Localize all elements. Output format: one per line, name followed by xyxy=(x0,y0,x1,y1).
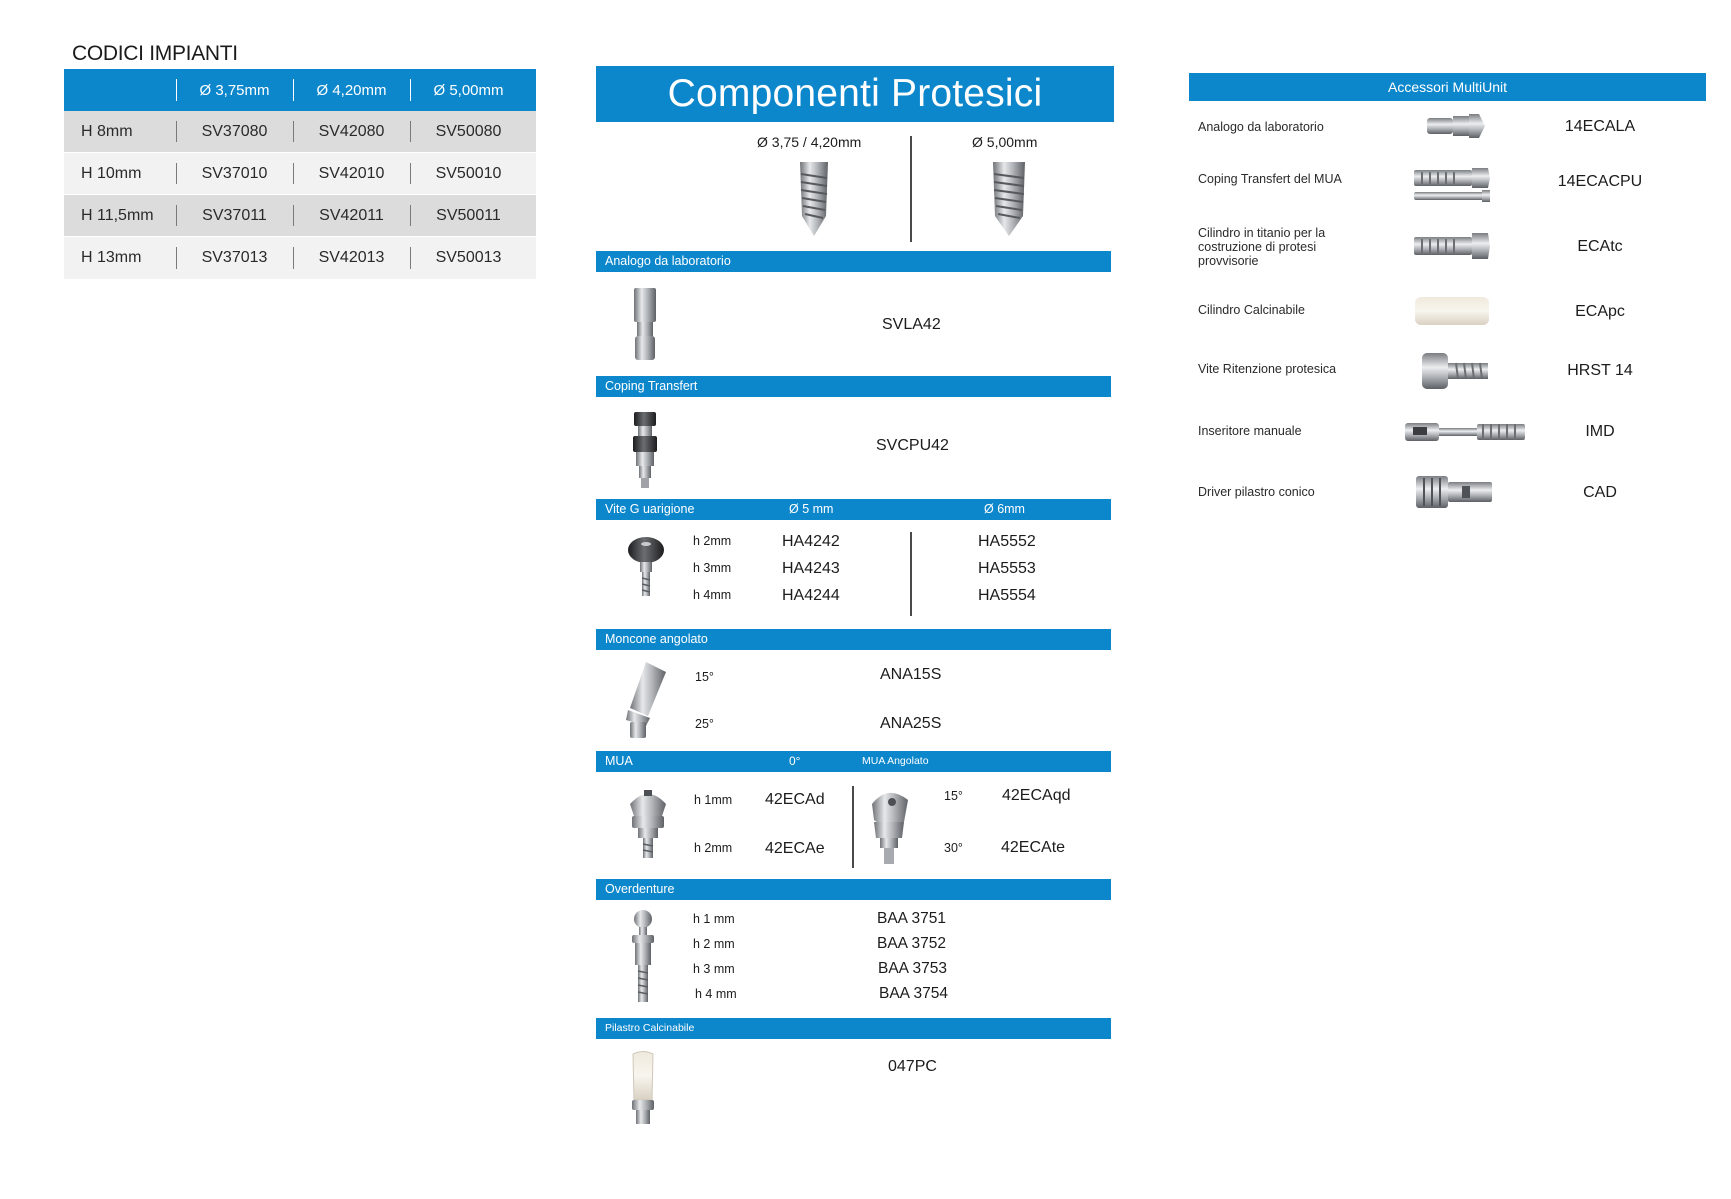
overdenture-code-1: BAA 3751 xyxy=(877,910,946,927)
mua-coping-transfert-icon xyxy=(1412,166,1492,210)
manual-inserter-icon xyxy=(1403,419,1527,445)
diameter-right-label: Ø 5,00mm xyxy=(972,134,1038,150)
accessori-multiunit-bar: Accessori MultiUnit xyxy=(1189,73,1706,101)
row-height-cell: H 13mm xyxy=(81,249,142,266)
vite-h4: h 4mm xyxy=(693,588,732,602)
coping-transfert-icon xyxy=(628,410,662,490)
vite-col-6mm: Ø 6mm xyxy=(984,502,1025,516)
vite-title: Vite G uarigione xyxy=(605,502,695,516)
mua-straight-label: 0° xyxy=(789,754,801,768)
row-code-cell: SV37013 xyxy=(176,237,293,279)
accessory-label: Vite Ritenzione protesica xyxy=(1198,362,1337,376)
vite-h3: h 3mm xyxy=(693,561,732,575)
componenti-protesici-banner: Componenti Protesici xyxy=(596,66,1114,122)
row-code-cell: SV42011 xyxy=(293,195,410,236)
accessory-code: 14ECACPU xyxy=(1557,173,1643,190)
analogo-code: SVLA42 xyxy=(882,316,941,333)
overdenture-h4: h 4 mm xyxy=(695,987,737,1001)
mua-h1: h 1mm xyxy=(694,793,733,807)
accessory-code: 14ECALA xyxy=(1564,118,1636,135)
coping-code: SVCPU42 xyxy=(876,437,949,454)
table-row xyxy=(64,195,536,237)
overdenture-h2: h 2 mm xyxy=(693,937,735,951)
mua-angled-code-30: 42ECAte xyxy=(1001,839,1066,856)
codici-impianti-table xyxy=(64,69,536,279)
accessory-code: IMD xyxy=(1585,423,1615,440)
table-row xyxy=(64,237,536,279)
accessory-code: ECApc xyxy=(1575,303,1625,320)
mua-angle-15: 15° xyxy=(944,789,963,803)
mua-angled-icon xyxy=(862,786,918,866)
implant-large-icon xyxy=(990,160,1028,238)
section-moncone-bar: Moncone angolato xyxy=(596,629,1111,650)
accessory-label: Driver pilastro conico xyxy=(1198,485,1315,499)
mua-code-h2: 42ECAe xyxy=(765,840,825,857)
row-height-cell: H 10mm xyxy=(81,164,142,182)
healing-screw-icon xyxy=(626,536,666,600)
accessory-label: Coping Transfert del MUA xyxy=(1198,172,1342,186)
overdenture-code-2: BAA 3752 xyxy=(877,935,946,952)
accessory-label: Cilindro in titanio per la costruzione di protesi provvisorie xyxy=(1198,226,1326,268)
table-row xyxy=(64,111,536,153)
vite-col-5mm: Ø 5 mm xyxy=(789,502,834,516)
header-cell-420: Ø 4,20mm xyxy=(293,69,410,111)
ball-attachment-icon xyxy=(626,908,660,1004)
vite-h2: h 2mm xyxy=(693,534,732,548)
castable-abutment-icon xyxy=(628,1050,658,1126)
accessory-code: HRST 14 xyxy=(1567,362,1633,379)
divider xyxy=(910,532,912,616)
section-mua-bar xyxy=(596,751,1111,772)
mua-straight-icon xyxy=(622,784,674,860)
mua-title: MUA xyxy=(605,754,633,768)
row-height-cell: H 8mm xyxy=(81,122,133,140)
row-code-cell: SV42010 xyxy=(293,153,410,194)
header-cell-375: Ø 3,75mm xyxy=(176,69,293,111)
table-row xyxy=(64,153,536,195)
divider xyxy=(910,136,912,242)
row-height-cell: H 11,5mm xyxy=(81,206,154,224)
vite-code-5-h2: HA4242 xyxy=(782,533,840,550)
header-cell-500: Ø 5,00mm xyxy=(410,69,527,111)
row-code-cell: SV42080 xyxy=(293,111,410,152)
row-code-cell: SV37010 xyxy=(176,153,293,194)
moncone-angle-15: 15° xyxy=(695,670,714,684)
moncone-code-25: ANA25S xyxy=(880,715,942,732)
mua-angled-label: MUA Angolato xyxy=(862,755,929,767)
section-pilastro-bar: Pilastro Calcinabile xyxy=(596,1018,1111,1039)
accessory-label: Cilindro Calcinabile xyxy=(1198,303,1305,317)
table-header-row xyxy=(64,69,536,111)
implant-small-icon xyxy=(796,160,832,238)
titanium-cylinder-icon xyxy=(1412,231,1492,261)
accessory-label: Analogo da laboratorio xyxy=(1198,120,1324,134)
castable-cylinder-icon xyxy=(1413,294,1491,328)
prosthetic-screw-icon xyxy=(1420,351,1490,391)
angled-abutment-icon xyxy=(616,660,672,740)
codici-impianti-title: CODICI IMPIANTI xyxy=(72,42,238,65)
moncone-angle-25: 25° xyxy=(695,717,714,731)
pilastro-code: 047PC xyxy=(888,1058,937,1075)
mua-h2: h 2mm xyxy=(694,841,733,855)
mua-code-h1: 42ECAd xyxy=(765,791,825,808)
diameter-left-label: Ø 3,75 / 4,20mm xyxy=(757,134,862,150)
section-vite-bar xyxy=(596,499,1111,520)
vite-code-6-h4: HA5554 xyxy=(978,587,1036,604)
section-overdenture-bar: Overdenture xyxy=(596,879,1111,900)
overdenture-h3: h 3 mm xyxy=(693,962,735,976)
overdenture-code-3: BAA 3753 xyxy=(878,960,947,977)
conical-driver-icon xyxy=(1414,474,1494,510)
overdenture-h1: h 1 mm xyxy=(693,912,735,926)
divider xyxy=(852,786,854,868)
header-cell-empty xyxy=(64,69,176,111)
mua-angled-code-15: 42ECAqd xyxy=(1002,787,1071,804)
section-coping-bar: Coping Transfert xyxy=(596,376,1111,397)
row-code-cell: SV50010 xyxy=(410,153,527,194)
moncone-code-15: ANA15S xyxy=(880,666,942,683)
row-code-cell: SV50080 xyxy=(410,111,527,152)
vite-code-6-h3: HA5553 xyxy=(978,560,1036,577)
mua-angle-30: 30° xyxy=(944,841,963,855)
accessory-code: CAD xyxy=(1583,484,1617,501)
vite-code-5-h3: HA4243 xyxy=(782,560,840,577)
row-code-cell: SV42013 xyxy=(293,237,410,279)
vite-code-6-h2: HA5552 xyxy=(978,533,1036,550)
mua-lab-analog-icon xyxy=(1425,110,1487,142)
section-analogo-bar: Analogo da laboratorio xyxy=(596,251,1111,272)
accessory-code: ECAtc xyxy=(1577,238,1623,255)
vite-code-5-h4: HA4244 xyxy=(782,587,840,604)
row-code-cell: SV37080 xyxy=(176,111,293,152)
lab-analog-icon xyxy=(630,286,660,362)
row-code-cell: SV37011 xyxy=(176,195,293,236)
accessory-label: Inseritore manuale xyxy=(1198,424,1302,438)
row-code-cell: SV50013 xyxy=(410,237,527,279)
row-code-cell: SV50011 xyxy=(410,195,527,236)
overdenture-code-4: BAA 3754 xyxy=(879,985,948,1002)
